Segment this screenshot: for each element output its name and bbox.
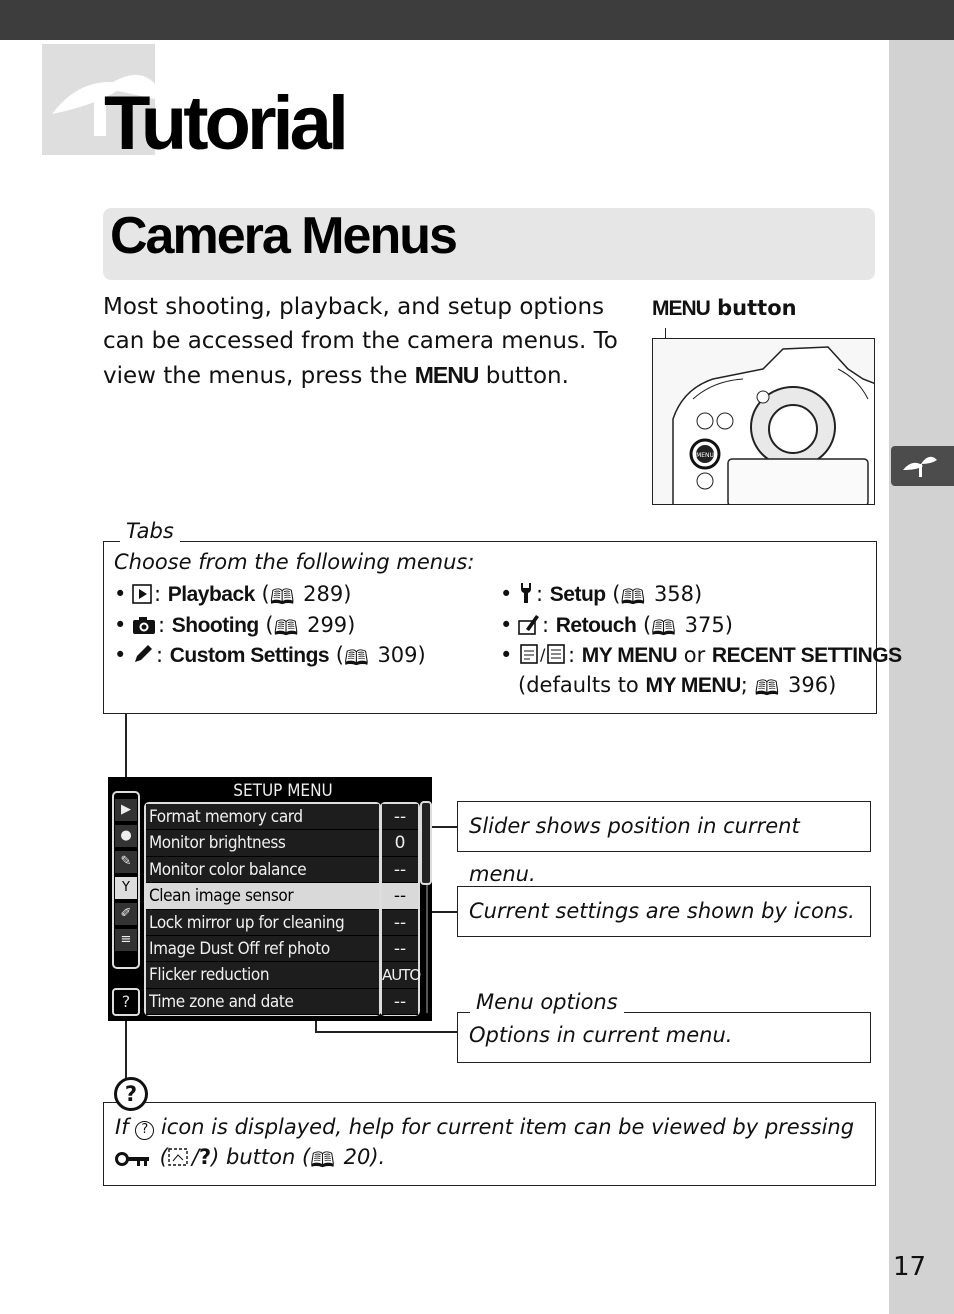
side-margin-bar — [889, 40, 954, 1314]
my-menu-tab-icon[interactable]: ≡ — [115, 929, 137, 951]
page-ref: 375 — [684, 613, 725, 637]
page-ref: 358 — [653, 582, 695, 606]
page-ref: 289 — [303, 582, 344, 606]
playback-icon — [132, 584, 152, 604]
setting-value: 0 — [382, 830, 418, 856]
menu-row[interactable]: Format memory card — [146, 804, 379, 830]
intro-text: Most shooting, playback, and setup options can be accessed from the camera menus. To view the menus, press the — [103, 294, 618, 389]
camera-icon — [132, 615, 156, 635]
note-end: ) — [828, 673, 837, 697]
key-icon — [115, 1151, 151, 1167]
setting-value: -- — [382, 936, 418, 962]
pencil-icon — [132, 643, 154, 665]
retouch-help-icon — [168, 1147, 190, 1167]
note-text: (defaults to — [518, 673, 646, 697]
scroll-slider[interactable] — [420, 801, 432, 885]
book-icon: 🕮 — [343, 646, 369, 670]
page-ref: 309 — [377, 643, 418, 667]
camera-drawing — [653, 339, 875, 505]
setting-value: -- — [382, 989, 418, 1015]
tab-name: Custom Settings — [169, 644, 330, 667]
label-suffix: button — [709, 296, 797, 320]
tab-name: Playback — [167, 583, 255, 606]
wrench-icon — [518, 582, 534, 604]
help-text: icon is displayed, help for current item can be viewed by pressing — [154, 1115, 855, 1139]
setting-value: -- — [382, 910, 418, 936]
page-ref: 299 — [307, 613, 348, 637]
book-icon: 🕮 — [273, 616, 299, 640]
menu-row[interactable]: Lock mirror up for cleaning — [146, 910, 379, 936]
tab-name: Retouch — [555, 614, 637, 637]
book-icon: 🕮 — [754, 676, 780, 700]
top-bar — [0, 0, 954, 40]
page-title: Tutorial — [104, 81, 346, 166]
page-ref: 20 — [343, 1145, 371, 1169]
tabs-label: Tabs — [120, 519, 180, 543]
intro-paragraph — [103, 290, 643, 393]
current-settings-column — [380, 802, 420, 1016]
camera-illustration — [652, 338, 875, 505]
help-question-icon: ? — [114, 1077, 148, 1111]
chapter-tab[interactable] — [891, 446, 954, 486]
playback-tab-icon[interactable]: ▶ — [115, 799, 137, 821]
setting-value: -- — [382, 883, 418, 909]
book-icon: 🕮 — [269, 585, 295, 609]
menu-word: MENU — [652, 297, 710, 320]
intro-text-end: button. — [478, 363, 569, 389]
tab-item-shooting: • : Shooting (🕮 299) — [114, 610, 355, 643]
help-line-2: ( /?) button (🕮 20). — [115, 1142, 875, 1175]
help-text-end: ). — [370, 1145, 386, 1169]
menu-row-selected[interactable]: Clean image sensor — [146, 883, 379, 909]
menu-row[interactable]: Flicker reduction — [146, 962, 379, 988]
help-icon[interactable]: ? — [112, 988, 140, 1016]
tab-name: RECENT SETTINGS — [711, 644, 902, 667]
options-callout: Options in current menu. — [457, 1012, 871, 1063]
custom-settings-tab-icon[interactable]: ✎ — [115, 851, 137, 873]
menu-row[interactable]: Time zone and date — [146, 989, 379, 1015]
slider-connector — [432, 826, 457, 828]
retouch-icon — [518, 613, 540, 635]
tab-item-my-menu: • / : MY MENU or RECENT SETTINGS — [500, 643, 902, 667]
book-icon: 🕮 — [310, 1148, 335, 1172]
tab-item-my-menu-note: (defaults to MY MENU; 🕮 396) — [518, 670, 836, 703]
tab-name: MY MENU — [645, 674, 741, 697]
tab-name: Shooting — [171, 614, 259, 637]
retouch-tab-icon[interactable]: ✐ — [115, 903, 137, 925]
menu-row[interactable]: Monitor brightness — [146, 830, 379, 856]
tabs-intro: Choose from the following menus: — [114, 550, 475, 574]
section-title: Camera Menus — [110, 207, 456, 265]
menu-row[interactable]: Monitor color balance — [146, 857, 379, 883]
tab-item-custom-settings: • : Custom Settings (🕮 309) — [114, 640, 426, 673]
help-note-box — [103, 1102, 876, 1186]
menu-row[interactable]: Image Dust Off ref photo — [146, 936, 379, 962]
page-ref: 396 — [787, 673, 829, 697]
sprout-icon — [891, 446, 954, 486]
setting-value: -- — [382, 857, 418, 883]
setup-menu-screen — [108, 777, 432, 1021]
settings-callout: Current settings are shown by icons. — [457, 886, 871, 937]
tab-item-setup: • : Setup (🕮 358) — [500, 579, 702, 612]
options-label: Menu options — [470, 990, 624, 1014]
my-menu-icon — [518, 643, 566, 665]
book-icon: 🕮 — [620, 585, 646, 609]
help-connector — [125, 1016, 127, 1079]
question-icon: ? — [198, 1145, 212, 1169]
slider-callout: Slider shows position in current menu. — [457, 801, 871, 852]
menu-button-label — [652, 296, 797, 321]
tab-name: MY MENU — [581, 644, 678, 667]
screen-title: SETUP MENU — [233, 781, 333, 801]
help-text: If — [115, 1115, 136, 1139]
tab-item-retouch: • : Retouch (🕮 375) — [500, 610, 733, 643]
help-line-1 — [115, 1112, 875, 1142]
page-number: 17 — [893, 1252, 927, 1282]
help-text: button ( — [219, 1145, 311, 1169]
setting-value: -- — [382, 804, 418, 830]
svg-text:MENU: MENU — [696, 452, 714, 459]
tab-name: Setup — [549, 583, 606, 606]
menu-word: MENU — [414, 362, 479, 388]
or-text: or — [677, 643, 712, 667]
tab-item-playback: • : Playback (🕮 289) — [114, 579, 351, 612]
menu-options-list — [144, 802, 381, 1016]
options-connector-h — [315, 1031, 457, 1033]
menu-tab-icons — [112, 791, 140, 969]
shooting-tab-icon[interactable]: ● — [115, 825, 137, 847]
setting-value: AUTO — [382, 962, 418, 988]
slider-track — [426, 885, 428, 1013]
svg-text:/: / — [540, 645, 546, 664]
setup-tab-icon[interactable]: Y — [115, 877, 137, 899]
book-icon: 🕮 — [651, 616, 676, 640]
help-circle-icon: ? — [135, 1121, 154, 1140]
